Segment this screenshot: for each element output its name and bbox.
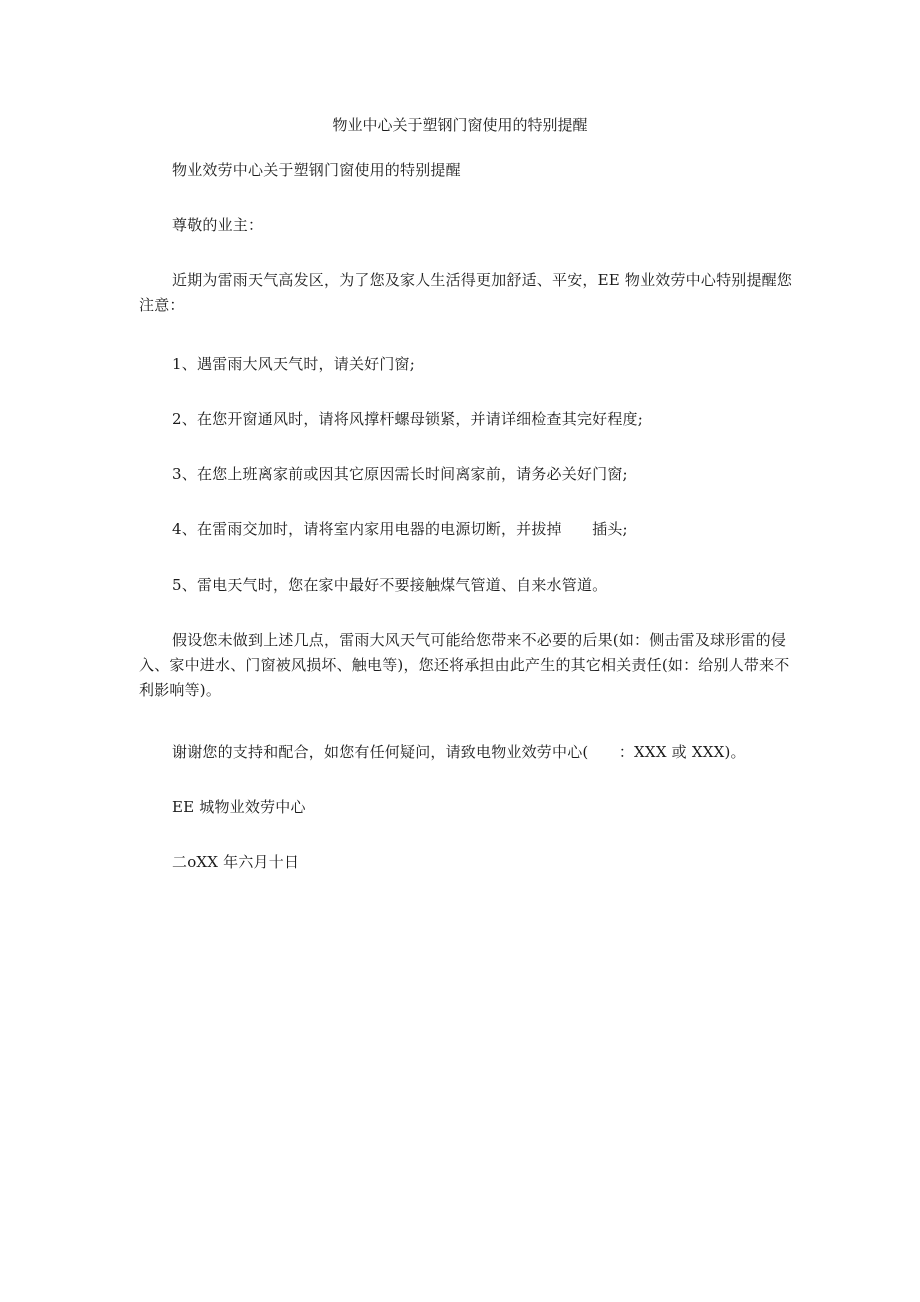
- signature: EE 城物业效劳中心: [172, 798, 306, 816]
- thanks-paragraph: 谢谢您的支持和配合，如您有任何疑问，请致电物业效劳中心( ：XXX 或 XXX)。: [172, 743, 746, 761]
- document-subtitle: 物业效劳中心关于塑钢门窗使用的特别提醒: [172, 161, 461, 179]
- list-item-2: 2、在您开窗通风时，请将风撑杆螺母锁紧，并请详细检查其完好程度;: [172, 410, 644, 428]
- list-item-4: 4、在雷雨交加时，请将室内家用电器的电源切断，并拔掉 插头;: [172, 520, 628, 538]
- warning-paragraph: 假设您未做到上述几点，雷雨大风天气可能给您带来不必要的后果(如：侧击雷及球形雷的侵入、家中进水、门窗被风损坏、触电等)，您还将承担由此产生的其它相关责任(如：给别人带来不利影响等)。: [139, 631, 790, 699]
- document-title: 物业中心关于塑钢门窗使用的特别提醒: [332, 116, 588, 134]
- list-item-1: 1、遇雷雨大风天气时，请关好门窗;: [172, 355, 415, 373]
- salutation: 尊敬的业主：: [172, 216, 264, 234]
- list-item-5: 5、雷电天气时，您在家中最好不要接触煤气管道、自来水管道。: [172, 576, 608, 594]
- document-date: 二oXX 年六月十日: [172, 853, 300, 871]
- list-item-3: 3、在您上班离家前或因其它原因需长时间离家前，请务必关好门窗;: [172, 465, 628, 483]
- intro-paragraph: 近期为雷雨天气高发区，为了您及家人生活得更加舒适、平安，EE 物业效劳中心特别提醒您注意：: [139, 271, 793, 314]
